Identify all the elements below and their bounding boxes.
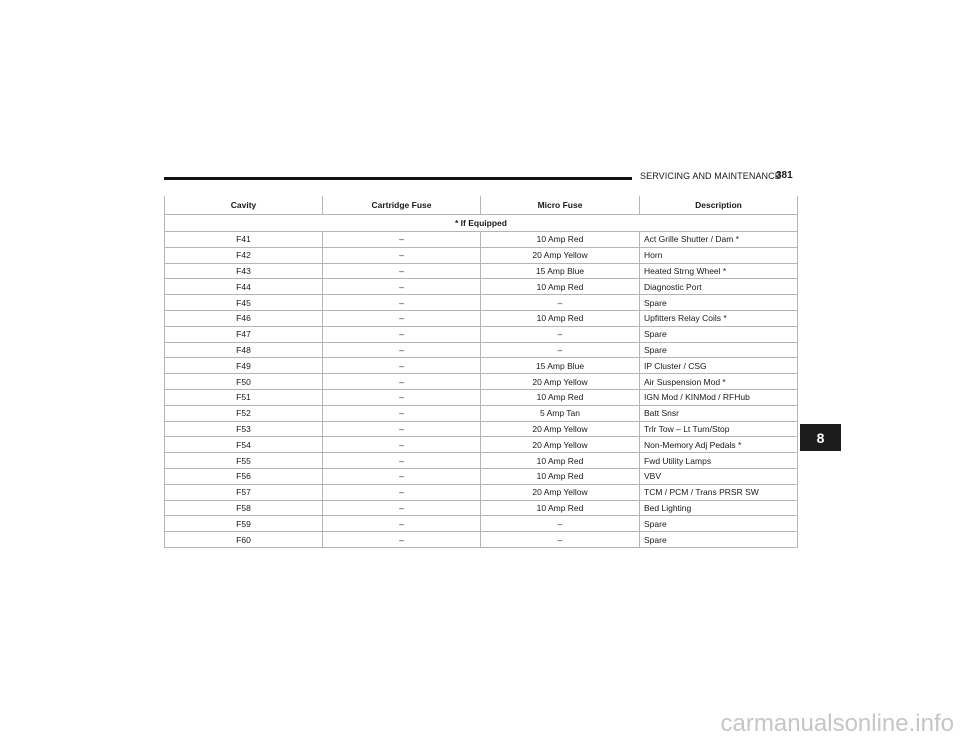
cavity-cell: F58 (165, 500, 323, 516)
cartridge-fuse-cell: – (323, 468, 481, 484)
cartridge-fuse-cell: – (323, 405, 481, 421)
micro-fuse-cell: 10 Amp Red (481, 468, 640, 484)
chapter-tab: 8 (800, 424, 841, 451)
table-row (165, 532, 798, 548)
micro-fuse-cell: 10 Amp Red (481, 453, 640, 469)
micro-fuse-cell: – (481, 295, 640, 311)
cavity-cell: F59 (165, 516, 323, 532)
micro-fuse-cell: – (481, 532, 640, 548)
cartridge-fuse-cell: – (323, 374, 481, 390)
cavity-cell: F47 (165, 326, 323, 342)
cartridge-fuse-cell: – (323, 484, 481, 500)
micro-fuse-cell: 10 Amp Red (481, 500, 640, 516)
micro-fuse-cell: 10 Amp Red (481, 310, 640, 326)
table-row (165, 342, 798, 358)
cartridge-fuse-cell: – (323, 310, 481, 326)
cavity-cell: F51 (165, 389, 323, 405)
description-cell: Act Grille Shutter / Dam * (640, 232, 798, 248)
description-cell: Upfitters Relay Coils * (640, 310, 798, 326)
micro-fuse-cell: 15 Amp Blue (481, 358, 640, 374)
micro-fuse-cell: 5 Amp Tan (481, 405, 640, 421)
description-cell: Spare (640, 516, 798, 532)
cavity-cell: F43 (165, 263, 323, 279)
page-number: 381 (776, 170, 793, 181)
description-cell: Bed Lighting (640, 500, 798, 516)
cartridge-fuse-cell: – (323, 437, 481, 453)
table-row (165, 295, 798, 311)
cartridge-fuse-cell: – (323, 532, 481, 548)
cartridge-fuse-cell: – (323, 232, 481, 248)
micro-fuse-cell: – (481, 516, 640, 532)
description-cell: Diagnostic Port (640, 279, 798, 295)
table-row (165, 516, 798, 532)
cavity-cell: F56 (165, 468, 323, 484)
cartridge-fuse-cell: – (323, 247, 481, 263)
micro-fuse-cell: 10 Amp Red (481, 232, 640, 248)
cavity-cell: F48 (165, 342, 323, 358)
cavity-cell: F49 (165, 358, 323, 374)
table-row (165, 326, 798, 342)
table-row (165, 358, 798, 374)
description-cell: Spare (640, 532, 798, 548)
cartridge-fuse-cell: – (323, 279, 481, 295)
cartridge-fuse-cell: – (323, 389, 481, 405)
cartridge-fuse-cell: – (323, 295, 481, 311)
table-row (165, 310, 798, 326)
micro-fuse-cell: 20 Amp Yellow (481, 421, 640, 437)
table-row (165, 421, 798, 437)
cavity-cell: F55 (165, 453, 323, 469)
micro-fuse-cell: 20 Amp Yellow (481, 437, 640, 453)
description-cell: Heated Strng Wheel * (640, 263, 798, 279)
micro-fuse-cell: 20 Amp Yellow (481, 247, 640, 263)
description-cell: Batt Snsr (640, 405, 798, 421)
column-header-cavity: Cavity (165, 196, 323, 215)
section-title: SERVICING AND MAINTENANCE (640, 171, 781, 181)
cartridge-fuse-cell: – (323, 516, 481, 532)
table-row (165, 500, 798, 516)
description-cell: VBV (640, 468, 798, 484)
micro-fuse-cell: – (481, 342, 640, 358)
cavity-cell: F50 (165, 374, 323, 390)
micro-fuse-cell: 20 Amp Yellow (481, 484, 640, 500)
cavity-cell: F46 (165, 310, 323, 326)
table-row (165, 437, 798, 453)
table-row (165, 263, 798, 279)
description-cell: IGN Mod / KINMod / RFHub (640, 389, 798, 405)
description-cell: Spare (640, 342, 798, 358)
cartridge-fuse-cell: – (323, 263, 481, 279)
table-row (165, 232, 798, 248)
cavity-cell: F60 (165, 532, 323, 548)
cartridge-fuse-cell: – (323, 358, 481, 374)
cavity-cell: F52 (165, 405, 323, 421)
micro-fuse-cell: 20 Amp Yellow (481, 374, 640, 390)
cavity-cell: F41 (165, 232, 323, 248)
cartridge-fuse-cell: – (323, 500, 481, 516)
cartridge-fuse-cell: – (323, 453, 481, 469)
micro-fuse-cell: – (481, 326, 640, 342)
cartridge-fuse-cell: – (323, 421, 481, 437)
description-cell: Air Suspension Mod * (640, 374, 798, 390)
table-row (165, 468, 798, 484)
micro-fuse-cell: 15 Amp Blue (481, 263, 640, 279)
table-row (165, 389, 798, 405)
description-cell: Horn (640, 247, 798, 263)
table-row (165, 247, 798, 263)
if-equipped-note: * If Equipped (165, 215, 798, 232)
table-row (165, 405, 798, 421)
cavity-cell: F54 (165, 437, 323, 453)
description-cell: Spare (640, 326, 798, 342)
micro-fuse-cell: 10 Amp Red (481, 389, 640, 405)
column-header-description: Description (640, 196, 798, 215)
cavity-cell: F44 (165, 279, 323, 295)
description-cell: Trlr Tow – Lt Turn/Stop (640, 421, 798, 437)
cartridge-fuse-cell: – (323, 342, 481, 358)
micro-fuse-cell: 10 Amp Red (481, 279, 640, 295)
if-equipped-note-row (165, 215, 798, 232)
description-cell: Non-Memory Adj Pedals * (640, 437, 798, 453)
table-row (165, 484, 798, 500)
header-rule (164, 177, 632, 180)
table-header-row (165, 196, 798, 215)
column-header-micro-fuse: Micro Fuse (481, 196, 640, 215)
table-row (165, 279, 798, 295)
description-cell: IP Cluster / CSG (640, 358, 798, 374)
table-row (165, 374, 798, 390)
cavity-cell: F45 (165, 295, 323, 311)
watermark-logo: carmanualsonline.info (720, 710, 954, 737)
table-row (165, 453, 798, 469)
cartridge-fuse-cell: – (323, 326, 481, 342)
cavity-cell: F53 (165, 421, 323, 437)
fuse-table (164, 196, 798, 548)
cavity-cell: F42 (165, 247, 323, 263)
cavity-cell: F57 (165, 484, 323, 500)
column-header-cartridge-fuse: Cartridge Fuse (323, 196, 481, 215)
description-cell: Fwd Utility Lamps (640, 453, 798, 469)
description-cell: TCM / PCM / Trans PRSR SW (640, 484, 798, 500)
description-cell: Spare (640, 295, 798, 311)
